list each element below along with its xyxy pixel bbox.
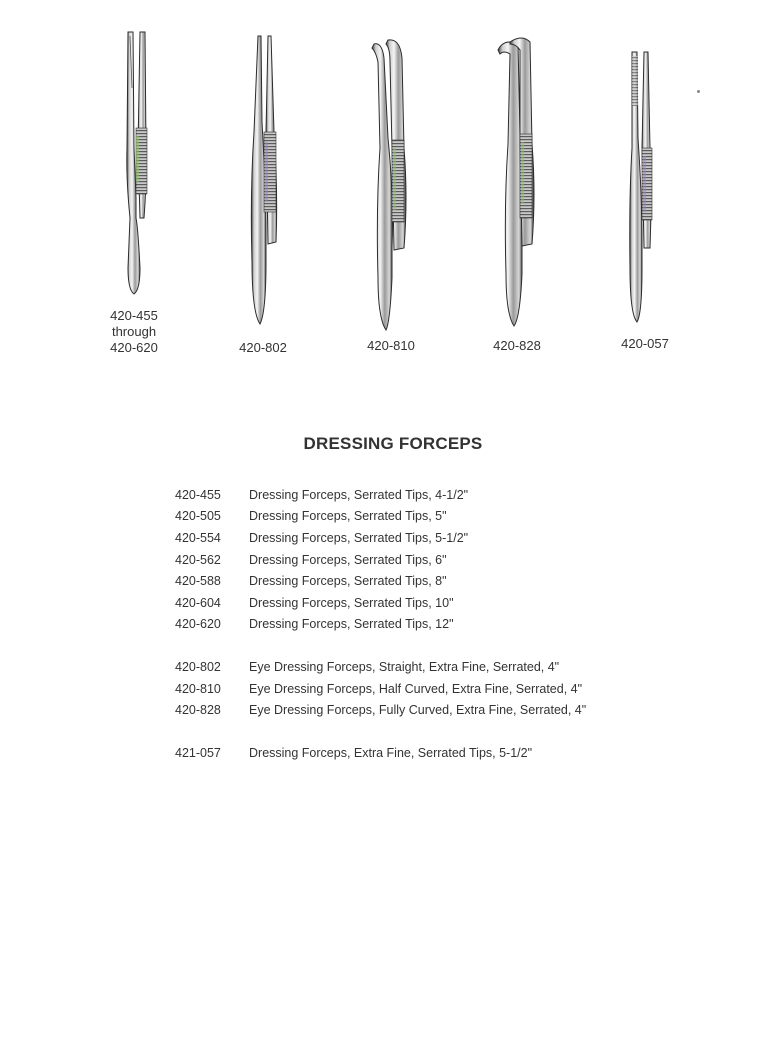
- catalog-row: [175, 549, 695, 571]
- figure-label-3: 420-810: [367, 338, 415, 353]
- item-code: 420-562: [175, 552, 221, 567]
- catalog-row: [175, 656, 695, 678]
- catalog-group-eye-dressing: [175, 656, 695, 721]
- catalog-row: [175, 506, 695, 528]
- forceps-illustration-420-802: [244, 32, 288, 328]
- forceps-illustration-420-828: [494, 34, 546, 330]
- item-description: Dressing Forceps, Extra Fine, Serrated Tips, 5-1/2": [249, 745, 533, 760]
- catalog-list: [175, 484, 695, 764]
- item-description: Dressing Forceps, Serrated Tips, 10": [249, 595, 454, 610]
- item-description: Dressing Forceps, Serrated Tips, 5-1/2": [249, 530, 469, 545]
- figure-label-4: 420-828: [493, 338, 541, 353]
- item-code: 420-455: [175, 487, 221, 502]
- catalog-row: [175, 742, 695, 764]
- item-code: 420-828: [175, 703, 221, 718]
- item-code: 420-505: [175, 509, 221, 524]
- item-description: Dressing Forceps, Serrated Tips, 5": [249, 509, 447, 524]
- item-description: Eye Dressing Forceps, Fully Curved, Extra Fine, Serrated, 4": [249, 703, 587, 718]
- item-code: 420-604: [175, 595, 221, 610]
- catalog-group-dressing: [175, 484, 695, 635]
- item-description: Eye Dressing Forceps, Straight, Extra Fine, Serrated, 4": [249, 659, 560, 674]
- figure-label-1: 420-455 through 420-620: [110, 308, 158, 355]
- item-code: 420-620: [175, 617, 221, 632]
- catalog-row: [175, 570, 695, 592]
- item-description: Dressing Forceps, Serrated Tips, 4-1/2": [249, 487, 469, 502]
- item-code: 420-554: [175, 530, 221, 545]
- catalog-row: [175, 484, 695, 506]
- item-code: 420-588: [175, 574, 221, 589]
- item-description: Dressing Forceps, Serrated Tips, 6": [249, 552, 447, 567]
- catalog-group-extra-fine: [175, 742, 695, 764]
- item-description: Eye Dressing Forceps, Half Curved, Extra Fine, Serrated, 4": [249, 681, 583, 696]
- catalog-row: [175, 592, 695, 614]
- catalog-row: [175, 699, 695, 721]
- forceps-illustration-420-810: [368, 38, 418, 334]
- catalog-row: [175, 678, 695, 700]
- item-description: Dressing Forceps, Serrated Tips, 12": [249, 617, 454, 632]
- forceps-illustration-420-057: [624, 48, 664, 328]
- forceps-illustration-420-455: [116, 28, 160, 300]
- item-code: 421-057: [175, 745, 221, 760]
- group-spacer: [175, 635, 695, 656]
- figure-label-2: 420-802: [239, 340, 287, 355]
- item-code: 420-802: [175, 659, 221, 674]
- item-description: Dressing Forceps, Serrated Tips, 8": [249, 574, 447, 589]
- catalog-row: [175, 614, 695, 636]
- figure-label-5: 420-057: [621, 336, 669, 351]
- page-title: DRESSING FORCEPS: [303, 434, 483, 453]
- item-code: 420-810: [175, 681, 221, 696]
- catalog-row: [175, 527, 695, 549]
- scan-speck: [697, 90, 700, 93]
- group-spacer: [175, 721, 695, 742]
